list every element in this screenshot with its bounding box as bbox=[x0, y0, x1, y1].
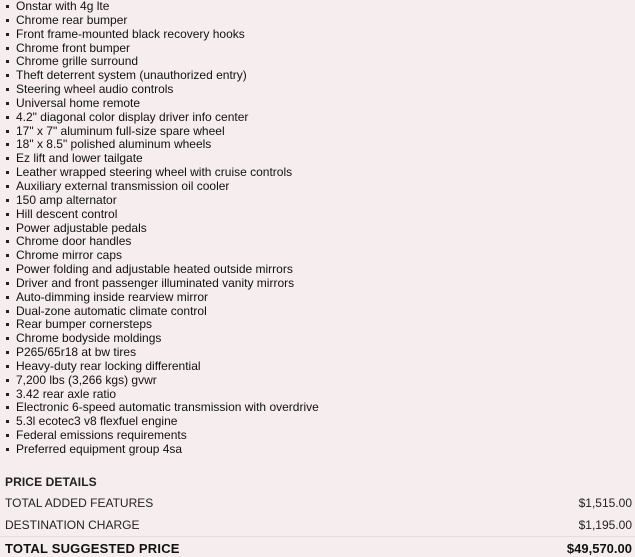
bullet-icon bbox=[6, 351, 9, 354]
feature-item bbox=[6, 332, 319, 346]
feature-text: Theft deterrent system (unauthorized entry) bbox=[16, 68, 247, 83]
bullet-icon bbox=[6, 199, 9, 202]
bullet-icon bbox=[6, 323, 9, 326]
feature-text: Preferred equipment group 4sa bbox=[16, 442, 183, 456]
feature-text: 5.3l ecotec3 v8 flexfuel engine bbox=[16, 414, 178, 429]
feature-text: Heavy-duty rear locking differential bbox=[16, 358, 201, 373]
bullet-icon bbox=[6, 185, 9, 188]
feature-text: P265/65r18 at bw tires bbox=[16, 345, 137, 360]
feature-item bbox=[6, 222, 319, 236]
feature-text: Chrome grille surround bbox=[16, 54, 139, 69]
feature-text: Onstar with 4g lte bbox=[16, 0, 110, 13]
feature-item bbox=[6, 14, 319, 28]
feature-item bbox=[6, 194, 319, 208]
feature-text: Dual-zone automatic climate control bbox=[16, 303, 207, 318]
feature-item bbox=[6, 152, 319, 166]
price-details-heading: PRICE DETAILS bbox=[5, 475, 97, 489]
bullet-icon bbox=[6, 171, 9, 174]
bullet-icon bbox=[6, 143, 9, 146]
feature-item bbox=[6, 69, 319, 83]
feature-item bbox=[6, 180, 319, 194]
feature-item bbox=[6, 360, 319, 374]
feature-text: Federal emissions requirements bbox=[16, 428, 187, 443]
feature-item bbox=[6, 249, 319, 263]
added-features-amount: $1,515.00 bbox=[578, 496, 632, 510]
feature-text: Chrome bodyside moldings bbox=[16, 331, 162, 346]
feature-text: Driver and front passenger illuminated vanity mirrors bbox=[16, 275, 295, 290]
feature-text: Steering wheel audio controls bbox=[16, 82, 174, 97]
destination-charge-amount: $1,195.00 bbox=[578, 518, 632, 532]
bullet-icon bbox=[6, 47, 9, 50]
bullet-icon bbox=[6, 116, 9, 119]
feature-item bbox=[6, 388, 319, 402]
bullet-icon bbox=[6, 102, 9, 105]
bullet-icon bbox=[6, 420, 9, 423]
feature-item bbox=[6, 263, 319, 277]
feature-text: Front frame-mounted black recovery hooks bbox=[16, 26, 245, 41]
feature-item bbox=[6, 97, 319, 111]
feature-item bbox=[6, 318, 319, 332]
feature-item bbox=[6, 138, 319, 152]
bullet-icon bbox=[6, 254, 9, 257]
feature-item bbox=[6, 111, 319, 125]
feature-text: Leather wrapped steering wheel with cruise controls bbox=[16, 165, 293, 180]
bullet-icon bbox=[6, 406, 9, 409]
total-divider bbox=[0, 536, 635, 537]
feature-text: Chrome mirror caps bbox=[16, 248, 123, 263]
feature-item bbox=[6, 83, 319, 97]
feature-text: Chrome rear bumper bbox=[16, 12, 128, 27]
feature-item bbox=[6, 42, 319, 56]
bullet-icon bbox=[6, 157, 9, 160]
feature-text: Rear bumper cornersteps bbox=[16, 317, 153, 332]
feature-text: Electronic 6-speed automatic transmission with overdrive bbox=[16, 400, 319, 415]
bullet-icon bbox=[6, 296, 9, 299]
bullet-icon bbox=[6, 393, 9, 396]
feature-item bbox=[6, 415, 319, 429]
bullet-icon bbox=[6, 130, 9, 133]
bullet-icon bbox=[6, 33, 9, 36]
feature-text: Hill descent control bbox=[16, 206, 118, 221]
bullet-icon bbox=[6, 365, 9, 368]
bullet-icon bbox=[6, 310, 9, 313]
feature-item bbox=[6, 235, 319, 249]
bullet-icon bbox=[6, 282, 9, 285]
feature-item bbox=[6, 28, 319, 42]
feature-text: 3.42 rear axle ratio bbox=[16, 386, 117, 401]
feature-item bbox=[6, 305, 319, 319]
bullet-icon bbox=[6, 227, 9, 230]
feature-text: Power adjustable pedals bbox=[16, 220, 147, 235]
feature-text: 18" x 8.5" polished aluminum wheels bbox=[16, 137, 212, 152]
feature-text: Chrome front bumper bbox=[16, 40, 131, 55]
feature-text: 7,200 lbs (3,266 kgs) gvwr bbox=[16, 372, 157, 387]
bullet-icon bbox=[6, 5, 9, 8]
feature-item bbox=[6, 429, 319, 443]
feature-text: Chrome door handles bbox=[16, 234, 132, 249]
bullet-icon bbox=[6, 448, 9, 451]
feature-text: Ez lift and lower tailgate bbox=[16, 151, 143, 166]
bullet-icon bbox=[6, 74, 9, 77]
feature-item bbox=[6, 346, 319, 360]
bullet-icon bbox=[6, 379, 9, 382]
feature-text: 17" x 7" aluminum full-size spare wheel bbox=[16, 123, 225, 138]
feature-text: Power folding and adjustable heated outside mirrors bbox=[16, 262, 293, 277]
feature-item bbox=[6, 125, 319, 139]
feature-text: 150 amp alternator bbox=[16, 192, 117, 207]
feature-list bbox=[6, 0, 319, 457]
destination-charge-label: DESTINATION CHARGE bbox=[5, 518, 140, 532]
bullet-icon bbox=[6, 60, 9, 63]
bullet-icon bbox=[6, 337, 9, 340]
feature-text: Universal home remote bbox=[16, 95, 141, 110]
bullet-icon bbox=[6, 240, 9, 243]
feature-item bbox=[6, 277, 319, 291]
bullet-icon bbox=[6, 213, 9, 216]
feature-text: Auxiliary external transmission oil cooler bbox=[16, 178, 230, 193]
feature-text: 4.2" diagonal color display driver info center bbox=[16, 109, 249, 124]
total-suggested-price-amount: $49,570.00 bbox=[566, 541, 632, 556]
feature-text: Auto-dimming inside rearview mirror bbox=[16, 289, 209, 304]
bullet-icon bbox=[6, 434, 9, 437]
feature-item bbox=[6, 374, 319, 388]
added-features-label: TOTAL ADDED FEATURES bbox=[5, 496, 154, 510]
feature-item bbox=[6, 443, 319, 457]
feature-item bbox=[6, 401, 319, 415]
feature-item bbox=[6, 55, 319, 69]
feature-item bbox=[6, 291, 319, 305]
feature-item bbox=[6, 208, 319, 222]
total-suggested-price-label: TOTAL SUGGESTED PRICE bbox=[5, 541, 180, 556]
feature-item bbox=[6, 0, 319, 14]
bullet-icon bbox=[6, 88, 9, 91]
feature-item bbox=[6, 166, 319, 180]
bullet-icon bbox=[6, 19, 9, 22]
bullet-icon bbox=[6, 268, 9, 271]
